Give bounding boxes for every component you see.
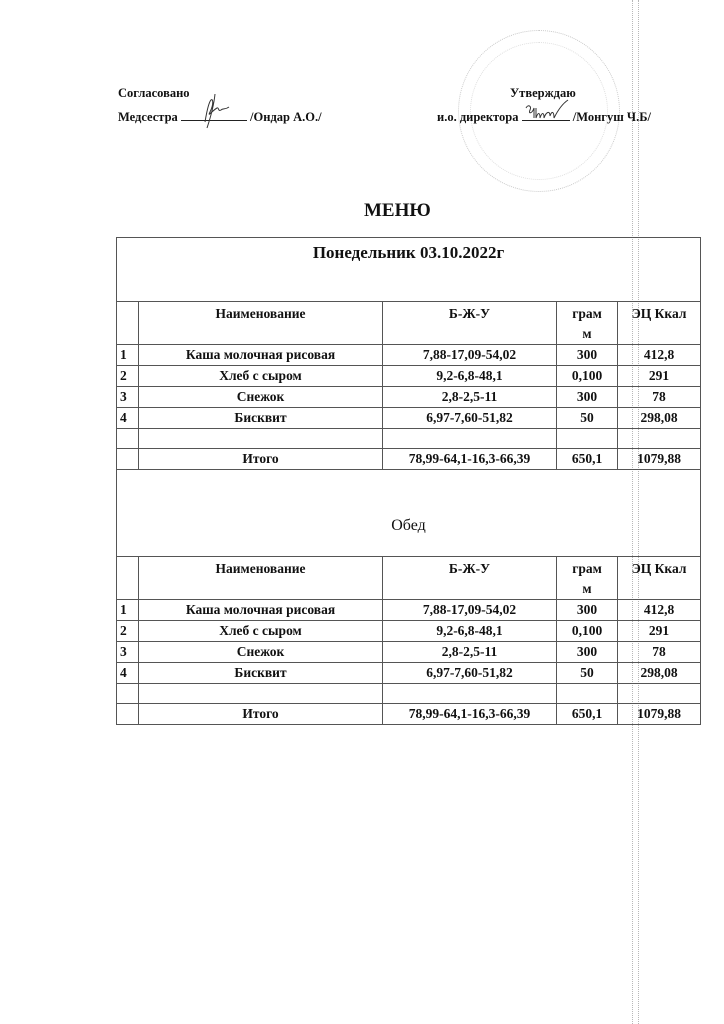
column-header-name: Наименование bbox=[139, 557, 383, 600]
table-row bbox=[117, 387, 701, 408]
signature-icon bbox=[522, 98, 574, 124]
column-header-kcal: ЭЦ Ккал bbox=[618, 302, 701, 345]
menu-table bbox=[116, 237, 701, 725]
total-row bbox=[117, 449, 701, 470]
total-bju: 78,99-64,1-16,3-66,39 bbox=[383, 704, 557, 725]
empty-row bbox=[117, 429, 701, 449]
column-header-number bbox=[117, 557, 139, 600]
dish-name: Каша молочная рисовая bbox=[139, 600, 383, 621]
column-header-gram bbox=[557, 557, 618, 600]
column-header-kcal: ЭЦ Ккал bbox=[618, 557, 701, 600]
dish-gram: 0,100 bbox=[557, 366, 618, 387]
approval-right-name: /Монгуш Ч.Б/ bbox=[572, 110, 651, 124]
dish-kcal: 298,08 bbox=[618, 408, 701, 429]
table-row bbox=[117, 600, 701, 621]
dish-kcal: 291 bbox=[618, 621, 701, 642]
column-header-row bbox=[117, 302, 701, 345]
total-gram: 650,1 bbox=[557, 449, 618, 470]
column-header-name: Наименование bbox=[139, 302, 383, 345]
section-header-row bbox=[117, 470, 701, 557]
empty-row bbox=[117, 684, 701, 704]
signature-line bbox=[522, 108, 570, 121]
column-header-number bbox=[117, 302, 139, 345]
empty-cell bbox=[618, 684, 701, 704]
column-header-gram-2: м bbox=[582, 581, 592, 596]
dish-kcal: 291 bbox=[618, 366, 701, 387]
dish-bju: 2,8-2,5-11 bbox=[383, 387, 557, 408]
approval-right-title: Утверждаю bbox=[510, 86, 576, 100]
column-header-gram-1: грам bbox=[572, 306, 602, 321]
dish-bju: 2,8-2,5-11 bbox=[383, 642, 557, 663]
row-number: 3 bbox=[117, 387, 139, 408]
total-bju: 78,99-64,1-16,3-66,39 bbox=[383, 449, 557, 470]
dish-kcal: 298,08 bbox=[618, 663, 701, 684]
empty-cell bbox=[557, 429, 618, 449]
empty-cell bbox=[117, 704, 139, 725]
empty-cell bbox=[117, 684, 139, 704]
row-number: 1 bbox=[117, 345, 139, 366]
day-header: Понедельник 03.10.2022г bbox=[117, 238, 701, 302]
dish-bju: 7,88-17,09-54,02 bbox=[383, 600, 557, 621]
dish-name: Снежок bbox=[139, 387, 383, 408]
dish-gram: 50 bbox=[557, 663, 618, 684]
empty-cell bbox=[117, 449, 139, 470]
approval-left-role: Медсестра bbox=[118, 110, 178, 124]
empty-cell bbox=[383, 429, 557, 449]
dish-bju: 9,2-6,8-48,1 bbox=[383, 366, 557, 387]
approval-left-line bbox=[118, 108, 322, 125]
empty-cell bbox=[618, 429, 701, 449]
total-row bbox=[117, 704, 701, 725]
dish-name: Хлеб с сыром bbox=[139, 621, 383, 642]
dish-name: Снежок bbox=[139, 642, 383, 663]
empty-cell bbox=[557, 684, 618, 704]
dish-name: Каша молочная рисовая bbox=[139, 345, 383, 366]
dish-kcal: 78 bbox=[618, 642, 701, 663]
total-label: Итого bbox=[139, 449, 383, 470]
row-number: 4 bbox=[117, 408, 139, 429]
approval-right-role: и.о. директора bbox=[437, 110, 519, 124]
table-row bbox=[117, 408, 701, 429]
dish-gram: 0,100 bbox=[557, 621, 618, 642]
row-number: 2 bbox=[117, 366, 139, 387]
dish-gram: 300 bbox=[557, 345, 618, 366]
total-label: Итого bbox=[139, 704, 383, 725]
empty-cell bbox=[117, 429, 139, 449]
document-title: МЕНЮ bbox=[364, 200, 431, 221]
approval-left-name: /Ондар А.О./ bbox=[250, 110, 322, 124]
table-row bbox=[117, 663, 701, 684]
signature-line bbox=[181, 108, 247, 121]
dish-kcal: 412,8 bbox=[618, 600, 701, 621]
signature-icon bbox=[195, 92, 235, 130]
column-header-gram bbox=[557, 302, 618, 345]
total-gram: 650,1 bbox=[557, 704, 618, 725]
empty-cell bbox=[139, 684, 383, 704]
column-header-row bbox=[117, 557, 701, 600]
row-number: 1 bbox=[117, 600, 139, 621]
dish-bju: 6,97-7,60-51,82 bbox=[383, 663, 557, 684]
column-header-bju: Б-Ж-У bbox=[383, 557, 557, 600]
table-row bbox=[117, 621, 701, 642]
column-header-bju: Б-Ж-У bbox=[383, 302, 557, 345]
total-kcal: 1079,88 bbox=[618, 704, 701, 725]
dish-kcal: 412,8 bbox=[618, 345, 701, 366]
row-number: 3 bbox=[117, 642, 139, 663]
dish-bju: 9,2-6,8-48,1 bbox=[383, 621, 557, 642]
dish-kcal: 78 bbox=[618, 387, 701, 408]
dish-bju: 6,97-7,60-51,82 bbox=[383, 408, 557, 429]
table-row bbox=[117, 642, 701, 663]
table-row bbox=[117, 345, 701, 366]
row-number: 4 bbox=[117, 663, 139, 684]
section-title: Обед bbox=[117, 470, 701, 557]
column-header-gram-2: м bbox=[582, 326, 592, 341]
dish-name: Бисквит bbox=[139, 408, 383, 429]
dish-gram: 300 bbox=[557, 387, 618, 408]
dish-name: Бисквит bbox=[139, 663, 383, 684]
column-header-gram-1: грам bbox=[572, 561, 602, 576]
dish-name: Хлеб с сыром bbox=[139, 366, 383, 387]
dish-gram: 50 bbox=[557, 408, 618, 429]
row-number: 2 bbox=[117, 621, 139, 642]
dish-gram: 300 bbox=[557, 600, 618, 621]
table-row bbox=[117, 366, 701, 387]
total-kcal: 1079,88 bbox=[618, 449, 701, 470]
approval-left-title: Согласовано bbox=[118, 86, 190, 100]
dish-gram: 300 bbox=[557, 642, 618, 663]
approval-right-line bbox=[437, 108, 651, 125]
day-header-row bbox=[117, 238, 701, 302]
empty-cell bbox=[139, 429, 383, 449]
dish-bju: 7,88-17,09-54,02 bbox=[383, 345, 557, 366]
empty-cell bbox=[383, 684, 557, 704]
